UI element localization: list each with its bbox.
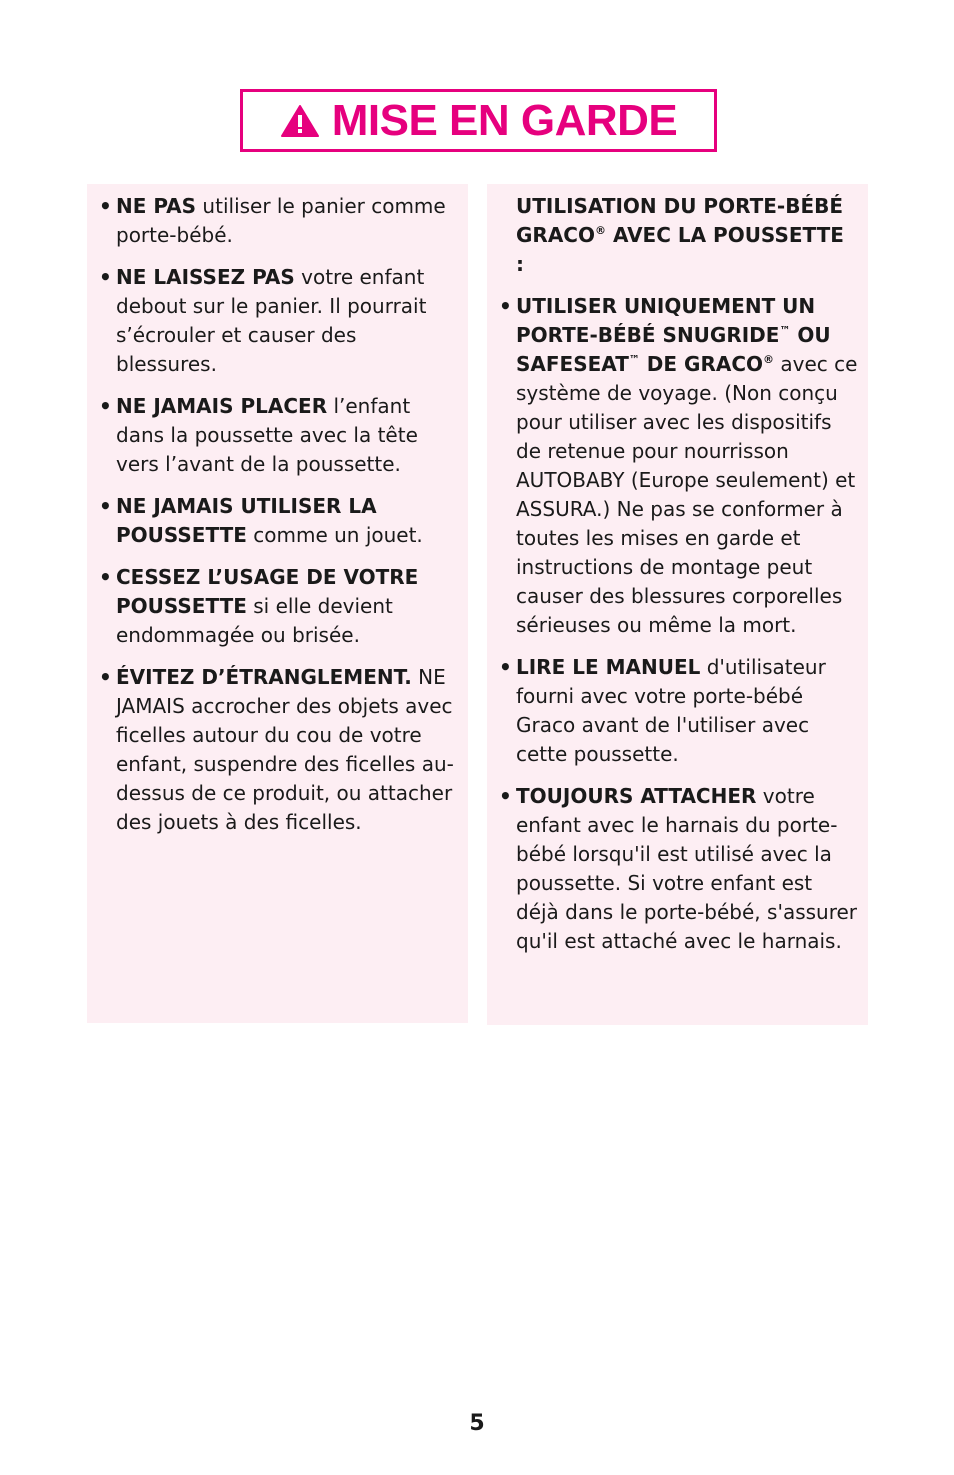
item-text: votre enfant debout sur le panier. Il pourrait s’écrouler et causer des blessures.: [116, 265, 427, 376]
bullet: •: [499, 655, 512, 679]
right-warning-panel: [487, 184, 868, 1025]
bullet: •: [499, 784, 512, 808]
item-text: avec ce système de voyage. (Non conçu pour utiliser avec les dispositifs de retenue pour nourrisson AUTOBABY (Europe seulement) et ASSURA.) Ne pas se conformer à toutes les mises en garde et instructions de montage peut causer des blessures corporelles sérieuses ou même la mort.: [516, 352, 858, 637]
list-item: [99, 392, 454, 479]
item-keyword: ÉVITEZ D’ÉTRANGLEMENT.: [116, 665, 412, 689]
left-warning-panel: [87, 184, 468, 1023]
item-text: utiliser le panier comme porte-bébé.: [116, 194, 446, 247]
bullet: •: [99, 665, 112, 689]
bullet: •: [99, 565, 112, 589]
item-keyword: LIRE LE MANUEL: [516, 655, 701, 679]
list-item: [99, 663, 454, 837]
list-item: [499, 292, 858, 640]
item-text: NE JAMAIS accrocher des objets avec ficelles autour du cou de votre enfant, suspendre des ficelles au-dessus de ce produit, ou attacher des jouets à des ficelles.: [116, 665, 454, 834]
item-keyword: CESSEZ L’USAGE DE VOTRE POUSSETTE: [116, 565, 419, 618]
bullet: •: [99, 194, 112, 218]
list-item: [499, 653, 858, 769]
item-text: votre enfant avec le harnais du porte-bébé lorsqu'il est utilisé avec la poussette. Si votre enfant est déjà dans le porte-bébé, s'assurer qu'il est attaché avec le harnais.: [516, 784, 858, 953]
item-text: si elle devient endommagée ou brisée.: [116, 594, 393, 647]
registered-mark: ®: [594, 224, 606, 237]
heading-text: UTILISATION DU PORTE-BÉBÉ GRACO: [516, 194, 844, 247]
list-item: [99, 263, 454, 379]
heading-text: AVEC LA POUSSETTE :: [516, 223, 844, 276]
trademark-mark: ™: [779, 324, 791, 337]
bullet: •: [99, 394, 112, 418]
page-title: MISE EN GARDE: [331, 95, 678, 145]
list-item: [499, 782, 858, 956]
warning-triangle-icon: [280, 104, 320, 138]
page-number: 5: [469, 1411, 485, 1436]
list-item: [99, 192, 454, 250]
bullet: •: [99, 494, 112, 518]
list-item: [99, 563, 454, 650]
item-keyword: NE LAISSEZ PAS: [116, 265, 295, 289]
item-text: d'utilisateur fourni avec votre porte-bébé Graco avant de l'utiliser avec cette poussette.: [516, 655, 826, 766]
item-text: comme un jouet.: [246, 523, 423, 547]
bullet: •: [499, 294, 512, 318]
bullet: •: [99, 265, 112, 289]
registered-mark: ®: [763, 353, 775, 366]
list-item: [99, 492, 454, 550]
item-keyword: NE PAS: [116, 194, 197, 218]
keyword-text: OU SAFESEAT: [516, 323, 831, 376]
item-keyword: NE JAMAIS PLACER: [116, 394, 328, 418]
item-text: l’enfant dans la poussette avec la tête vers l’avant de la poussette.: [116, 394, 418, 476]
item-keyword: TOUJOURS ATTACHER: [516, 784, 757, 808]
keyword-text: DE GRACO: [639, 352, 764, 376]
section-heading: [499, 192, 858, 279]
keyword-text: UTILISER UNIQUEMENT UN PORTE-BÉBÉ SNUGRIDE: [516, 294, 816, 347]
trademark-mark: ™: [628, 353, 640, 366]
item-keyword: NE JAMAIS UTILISER LA POUSSETTE: [116, 494, 377, 547]
warning-header: [240, 89, 717, 152]
